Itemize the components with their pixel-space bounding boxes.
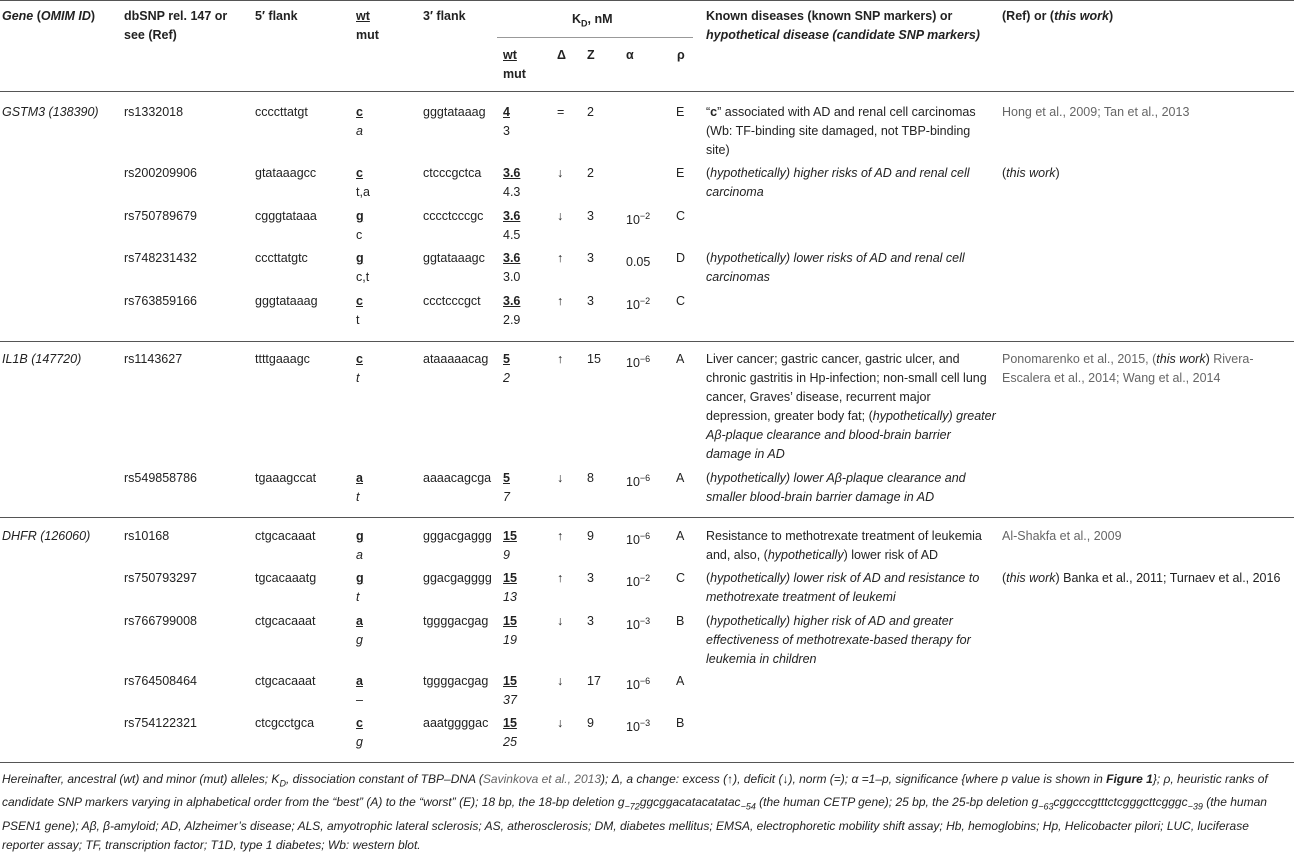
z-score: 9 [587,529,594,543]
dbsnp-id: rs748231432 [124,251,197,265]
flank5-seq: tgcacaaatg [255,571,317,585]
rho-rank: E [676,105,685,119]
flank3-seq: aaaacagcga [423,471,492,485]
kd-values: 3.6 3.0 [503,251,521,284]
header-gene: Gene (OMIM ID) [2,9,96,23]
flank5-seq: cgggtataaa [255,209,317,223]
flank5-seq: gtataaagcc [255,166,317,180]
dbsnp-id: rs750793297 [124,571,197,585]
allele: g t [356,571,364,604]
flank5-seq: ctcgcctgca [255,716,315,730]
dbsnp-id: rs200209906 [124,166,197,180]
dbsnp-id: rs1332018 [124,105,184,119]
flank3-seq: cccctcccgc [423,209,484,223]
header-rho: ρ [677,48,685,62]
kd-values: 15 25 [503,716,517,749]
allele: a t [356,471,363,504]
header-alpha: α [626,48,634,62]
z-score: 3 [587,614,594,628]
delta-symbol: ↓ [557,471,564,485]
reference-text: Al-Shakfa et al., 2009 [1002,529,1122,543]
allele: a – [356,674,363,707]
flank5-seq: ttttgaaagc [255,352,310,366]
header-diseases: Known diseases (known SNP markers) or hypothetical disease (candidate SNP markers) [706,9,980,42]
dbsnp-id: rs750789679 [124,209,197,223]
allele: g c [356,209,364,242]
gene-gstm3: GSTM3 (138390) [2,105,99,119]
kd-values: 15 19 [503,614,517,647]
disease-text: (hypothetically) lower risks of AD and renal cell carcinomas [706,251,965,284]
disease-text: Liver cancer; gastric cancer, gastric ulcer, and chronic gastritis in Hp-infection; non-small cell lung cancer, Graves’ disease, recurrent major depression, greater body fat; (hypothetically) greater Aβ-plaque clearance and blood-brain barrier damage in AD [706,352,996,461]
flank3-seq: gggtataaag [423,105,486,119]
gene-il1b: IL1B (147720) [2,352,82,366]
alpha-value: $10^{-6}$ [626,473,651,490]
alpha-value: 0.05 [626,255,651,270]
allele: c t [356,294,363,327]
alpha-value: $10^{-6}$ [626,354,651,371]
rho-rank: C [676,294,686,308]
reference-text: Hong et al., 2009; Tan et al., 2013 [1002,105,1190,119]
delta-symbol: ↓ [557,614,564,628]
kd-values: 5 2 [503,352,510,385]
flank5-seq: ctgcacaaat [255,614,316,628]
z-score: 3 [587,571,594,585]
flank3-seq: ataaaaacag [423,352,489,366]
alpha-value: $10^{-6}$ [626,531,651,548]
header-dbsnp: dbSNP rel. 147 or see (Ref) [124,9,228,42]
flank5-seq: ctgcacaaat [255,529,316,543]
z-score: 3 [587,209,594,223]
table-top-rule [0,0,1294,1]
allele: c a [356,105,363,138]
flank5-seq: cccttatgtc [255,251,308,265]
dbsnp-id: rs549858786 [124,471,197,485]
disease-text: “c” associated with AD and renal cell carcinomas (Wb: TF-binding site damaged, not TBP-binding site) [706,105,976,157]
reference-text: (this work) [1002,166,1060,180]
header-kd-allele: wt mut [503,48,526,81]
flank3-seq: aaatggggac [423,716,489,730]
header-ref: (Ref) or (this work) [1002,9,1114,23]
disease-text: (hypothetically) higher risks of AD and renal cell carcinoma [706,166,970,199]
delta-symbol: ↑ [557,571,564,585]
dbsnp-id: rs1143627 [124,352,183,366]
dbsnp-id: rs764508464 [124,674,197,688]
allele: c t,a [356,166,370,199]
allele: a g [356,614,363,647]
flank3-seq: tggggacgag [423,614,489,628]
dbsnp-id: rs763859166 [124,294,197,308]
allele: c t [356,352,363,385]
rho-rank: A [676,529,685,543]
delta-symbol: ↓ [557,209,564,223]
dbsnp-id: rs754122321 [124,716,197,730]
z-score: 2 [587,166,594,180]
z-score: 3 [587,294,594,308]
rho-rank: C [676,571,686,585]
kd-values: 15 13 [503,571,517,604]
delta-symbol: ↓ [557,166,564,180]
allele: c g [356,716,363,749]
kd-subheader-rule [497,37,693,38]
flank5-seq: ctgcacaaat [255,674,316,688]
flank5-seq: tgaaagccat [255,471,317,485]
rho-rank: E [676,166,685,180]
delta-symbol: ↓ [557,716,564,730]
disease-text: (hypothetically) lower Aβ-plaque clearance and smaller blood-brain barrier damage in AD [706,471,966,504]
rho-rank: D [676,251,686,265]
disease-text: (hypothetically) higher risk of AD and greater effectiveness of methotrexate-based therapy for leukemia in children [706,614,971,666]
flank5-seq: ccccttatgt [255,105,308,119]
alpha-value: $10^{-2}$ [626,573,651,590]
group-rule-dhfr [0,517,1294,518]
kd-values: 15 9 [503,529,517,562]
alpha-value: $10^{-3}$ [626,616,651,633]
rho-rank: A [676,352,685,366]
z-score: 8 [587,471,594,485]
z-score: 9 [587,716,594,730]
rho-rank: A [676,471,685,485]
delta-symbol: ↑ [557,294,564,308]
alpha-value: $10^{-2}$ [626,296,651,313]
kd-values: 4 3 [503,105,510,138]
alpha-value: $10^{-6}$ [626,676,651,693]
flank3-seq: ccctcccgct [423,294,481,308]
z-score: 3 [587,251,594,265]
group-rule-il1b [0,341,1294,342]
reference-text: Ponomarenko et al., 2015, (this work) Rivera-Escalera et al., 2014; Wang et al., 2014 [1002,352,1254,385]
alpha-value: $10^{-2}$ [626,211,651,228]
header-5-flank: 5′ flank [255,9,298,23]
delta-symbol: ↑ [557,251,564,265]
kd-values: 3.6 4.5 [503,209,521,242]
kd-values: 5 7 [503,471,510,504]
rho-rank: C [676,209,686,223]
rho-rank: B [676,716,685,730]
header-kd: $K_D$, nM [572,12,613,29]
delta-symbol: ↑ [557,529,564,543]
flank3-seq: ggacgagggg [423,571,492,585]
header-3-flank: 3′ flank [423,9,466,23]
header-z: Z [587,48,595,62]
kd-values: 15 37 [503,674,517,707]
delta-symbol: ↑ [557,352,564,366]
alpha-value: $10^{-3}$ [626,718,651,735]
header-allele: wt mut [356,9,379,42]
gene-dhfr: DHFR (126060) [2,529,91,543]
allele: g c,t [356,251,370,284]
header-delta: Δ [557,48,566,62]
rho-rank: B [676,614,685,628]
z-score: 2 [587,105,594,119]
flank5-seq: gggtataaag [255,294,318,308]
flank3-seq: gggacgaggg [423,529,492,543]
flank3-seq: tggggacgag [423,674,489,688]
header-bottom-rule [0,91,1294,92]
z-score: 17 [587,674,601,688]
dbsnp-id: rs10168 [124,529,170,543]
delta-symbol: = [557,105,565,119]
table-footnote: Hereinafter, ancestral (wt) and minor (mut) alleles; $K_D$, dissociation constant of TBP–DNA (Savinkova et al., 2013); Δ, a change: excess (↑), deficit (↓), norm (=); α =1–p, significance {where p value is shown in Figure 1}; ρ, heuristic ranks of candidate SNP markers varying in alphabetical order from the “best” (A) to the “worst” (E); 18 bp, the 18-bp deletion $g_{-72}ggcggacatacatatac_{-54}$ (the human CETP gene); 25 bp, the 25-bp deletion $g_{-63}cggcccgtttctcgggcttcgggc_{-39}$ (the human PSEN1 gene); Aβ, β-amyloid; AD, Alzheimer’s disease; ALS, amyotrophic lateral sclerosis; AS, atherosclerosis; DM, diabetes mellitus; EMSA, electrophoretic mobility shift assay; Hb, hemoglobins; Hp, Helicobacter pilori; LUC, luciferase reporter assay; TF, transcription factor; T1D, type 1 diabetes; Wb: western blot. [2,772,1268,852]
flank3-seq: ctcccgctca [423,166,482,180]
dbsnp-id: rs766799008 [124,614,197,628]
kd-values: 3.6 4.3 [503,166,521,199]
z-score: 15 [587,352,601,366]
table-bottom-rule [0,762,1294,763]
flank3-seq: ggtataaagc [423,251,485,265]
disease-text: (hypothetically) lower risk of AD and resistance to methotrexate treatment of leukemi [706,571,980,604]
kd-values: 3.6 2.9 [503,294,521,327]
delta-symbol: ↓ [557,674,564,688]
rho-rank: A [676,674,685,688]
reference-text: (this work) Banka et al., 2011; Turnaev et al., 2016 [1002,571,1281,585]
allele: g a [356,529,364,562]
disease-text: Resistance to methotrexate treatment of leukemia and, also, (hypothetically) lower risk of AD [706,529,982,562]
